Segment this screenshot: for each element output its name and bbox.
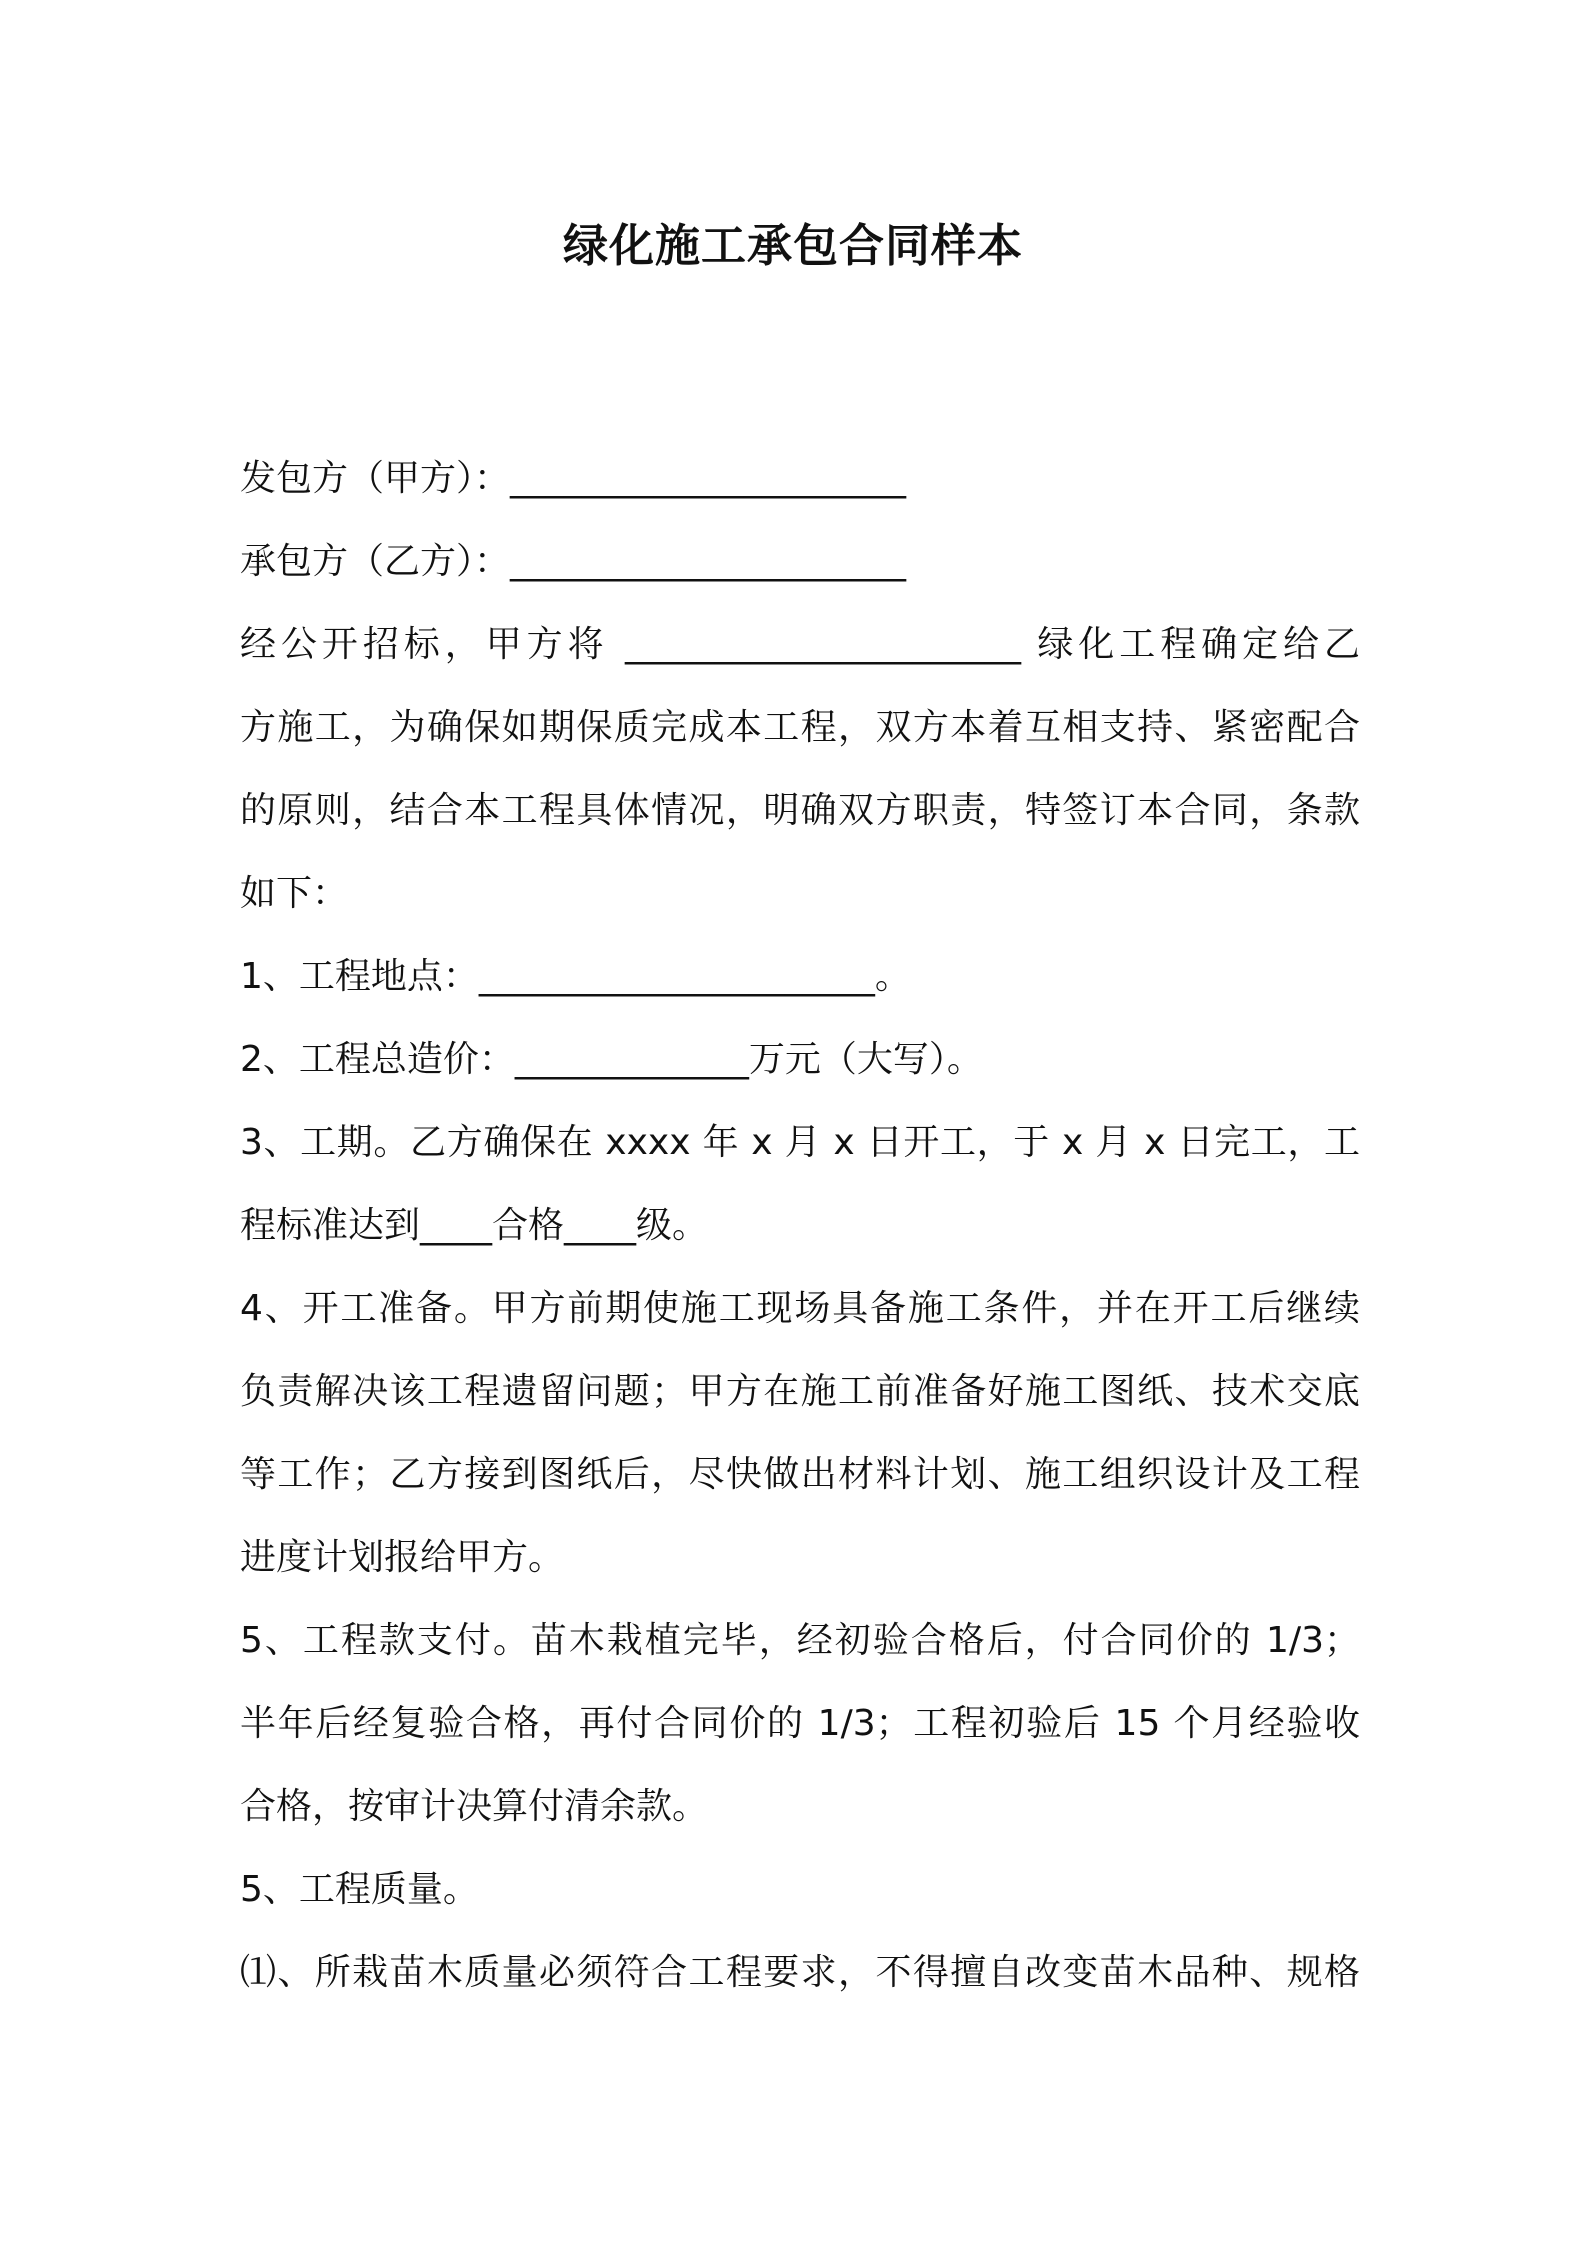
party-a-line: 发包方（甲方）：______________________ — [240, 458, 907, 499]
clause-2-price: 2、工程总造价：_____________万元（大写）。 — [240, 1039, 983, 1080]
clause-5-payment-line-1: 5、工程款支付。苗木栽植完毕，经初验合格后，付合同价的 1/3； — [240, 1620, 1360, 1661]
clause-5-payment-line-3: 合格，按审计决算付清余款。 — [240, 1786, 709, 1827]
clause-5-quality-heading: 5、工程质量。 — [240, 1869, 479, 1910]
clause-4-preparation-line-4: 进度计划报给甲方。 — [240, 1537, 565, 1578]
clause-1-location: 1、工程地点：______________________。 — [240, 956, 911, 997]
clause-5-quality-item-1: ⑴、所栽苗木质量必须符合工程要求，不得擅自改变苗木品种、规格 — [240, 1952, 1360, 1993]
clause-4-preparation-line-2: 负责解决该工程遗留问题；甲方在施工前准备好施工图纸、技术交底 — [240, 1371, 1360, 1412]
intro-line-3: 的原则，结合本工程具体情况，明确双方职责，特签订本合同，条款 — [240, 790, 1360, 831]
intro-line-4: 如下： — [240, 873, 349, 914]
clause-5-payment-line-2: 半年后经复验合格，再付合同价的 1/3；工程初验后 15 个月经验收 — [240, 1703, 1360, 1744]
clause-3-schedule-line-2: 程标准达到____合格____级。 — [240, 1205, 709, 1246]
document-title: 绿化施工承包合同样本 — [562, 219, 1023, 272]
party-b-line: 承包方（乙方）：______________________ — [240, 541, 907, 582]
clause-4-preparation-line-3: 等工作；乙方接到图纸后，尽快做出材料计划、施工组织设计及工程 — [240, 1454, 1360, 1495]
intro-line-2: 方施工，为确保如期保质完成本工程，双方本着互相支持、紧密配合 — [240, 707, 1360, 748]
clause-4-preparation-line-1: 4、开工准备。甲方前期使施工现场具备施工条件，并在开工后继续 — [240, 1288, 1360, 1329]
clause-3-schedule-line-1: 3、工期。乙方确保在 xxxx 年 x 月 x 日开工，于 x 月 x 日完工，工 — [240, 1122, 1360, 1163]
intro-line-1: 经公开招标，甲方将 ______________________ 绿化工程确定给乙 — [240, 624, 1360, 665]
